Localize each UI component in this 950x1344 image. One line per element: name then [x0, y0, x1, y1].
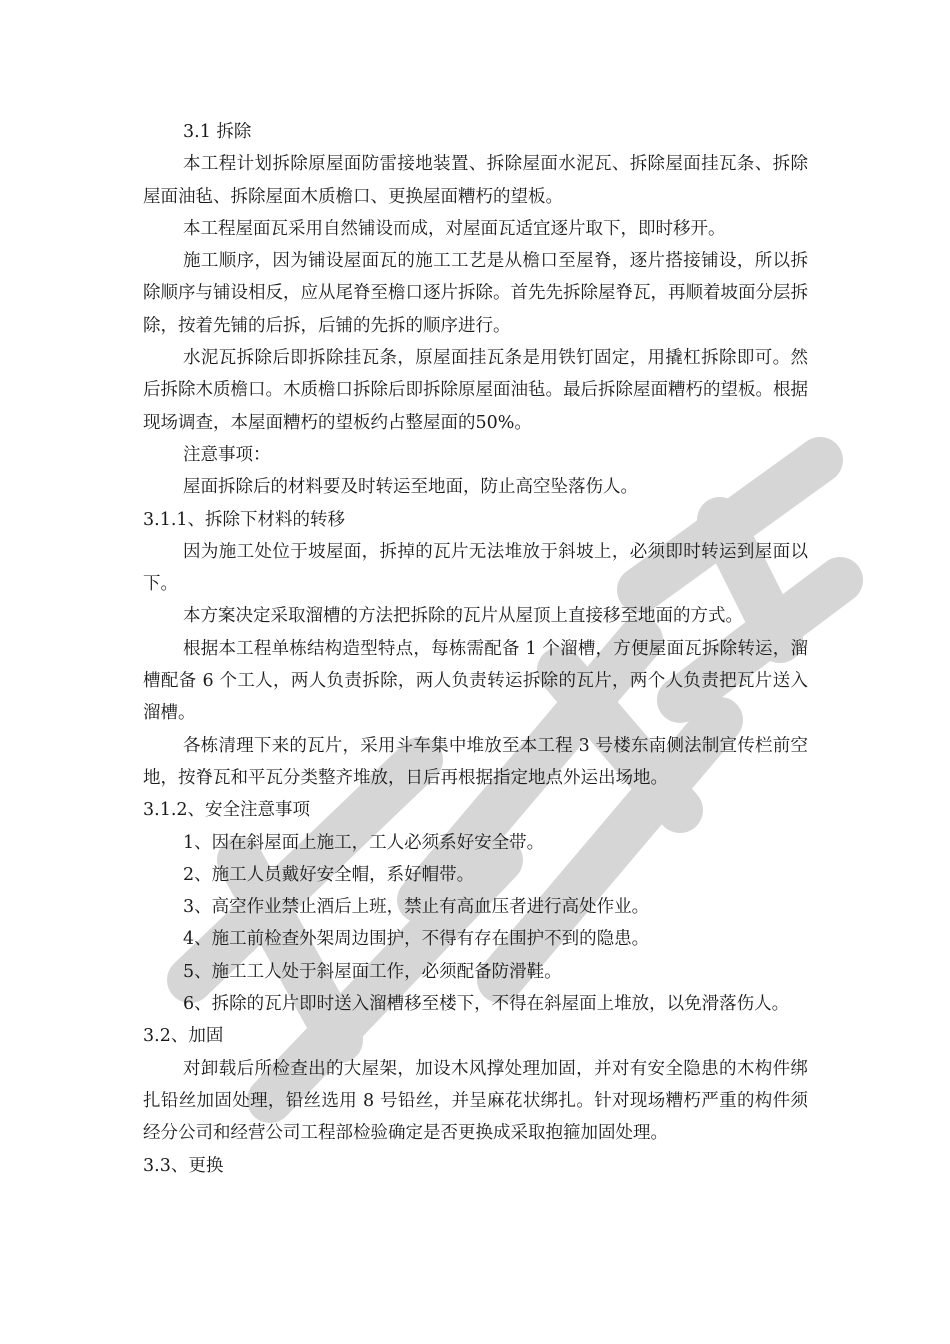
section-heading: 3.1.1、拆除下材料的转移 — [143, 509, 346, 530]
paragraph: 本方案决定采取溜槽的方法把拆除的瓦片从屋顶上直接移至地面的方式。 — [183, 606, 743, 627]
paragraph: 对卸载后所检查出的大屋架，加设木风撑处理加固，并对有安全隐患的木构件绑扎铅丝加固处理，铅丝选用 8 号铅丝，并呈麻花状绑扎。针对现场糟朽严重的构件须经分公司和经营公司工程部检验确定是否更换成采取抱箍加固处理。 — [143, 1058, 808, 1144]
section-heading: 3.2、加固 — [143, 1026, 224, 1047]
paragraph: 3、高空作业禁止酒后上班，禁止有高血压者进行高处作业。 — [183, 897, 650, 918]
paragraph: 注意事项： — [183, 444, 271, 465]
paragraph: 2、施工人员戴好安全帽，系好帽带。 — [183, 864, 475, 885]
paragraph: 屋面拆除后的材料要及时转运至地面，防止高空坠落伤人。 — [183, 477, 638, 498]
paragraph: 水泥瓦拆除后即拆除挂瓦条，原屋面挂瓦条是用铁钉固定，用撬杠拆除即可。然后拆除木质檐口。木质檐口拆除后即拆除原屋面油毡。最后拆除屋面糟朽的望板。根据现场调查，本屋面糟朽的望板约占整屋面的50%。 — [143, 348, 808, 433]
paragraph: 1、因在斜屋面上施工，工人必须系好安全带。 — [183, 832, 545, 853]
paragraph: 5、施工工人处于斜屋面工作，必须配备防滑鞋。 — [183, 961, 562, 982]
paragraph: 本工程计划拆除原屋面防雷接地装置、拆除屋面水泥瓦、拆除屋面挂瓦条、拆除屋面油毡、拆除屋面木质檐口、更换屋面糟朽的望板。 — [143, 154, 808, 207]
paragraph: 本工程屋面瓦采用自然铺设而成，对屋面瓦适宜逐片取下，即时移开。 — [183, 218, 726, 239]
paragraph: 4、施工前检查外架周边围护，不得有存在围护不到的隐患。 — [183, 929, 650, 950]
paragraph: 6、拆除的瓦片即时送入溜槽移至楼下，不得在斜屋面上堆放，以免滑落伤人。 — [183, 994, 790, 1015]
paragraph: 各栋清理下来的瓦片，采用斗车集中堆放至本工程 3 号楼东南侧法制宣传栏前空地，按脊瓦和平瓦分类整齐堆放，日后再根据指定地点外运出场地。 — [143, 735, 808, 788]
paragraph: 根据本工程单栋结构造型特点，每栋需配备 1 个溜槽，方便屋面瓦拆除转运，溜槽配备 6 个工人，两人负责拆除，两人负责转运拆除的瓦片，两个人负责把瓦片送入溜槽。 — [143, 638, 808, 724]
paragraph: 3.1 拆除 — [183, 122, 252, 142]
paragraph: 施工顺序，因为铺设屋面瓦的施工工艺是从檐口至屋脊，逐片搭接铺设，所以拆除顺序与铺设相反，应从尾脊至檐口逐片拆除。首先先拆除屋脊瓦，再顺着坡面分层拆除，按着先铺的后拆，后铺的先拆的顺序进行。 — [143, 251, 808, 336]
document-body — [143, 116, 808, 1182]
paragraph: 因为施工处位于坡屋面，拆掉的瓦片无法堆放于斜坡上，必须即时转运到屋面以下。 — [143, 541, 808, 595]
section-heading: 3.1.2、安全注意事项 — [143, 800, 311, 821]
section-heading: 3.3、更换 — [143, 1155, 224, 1176]
